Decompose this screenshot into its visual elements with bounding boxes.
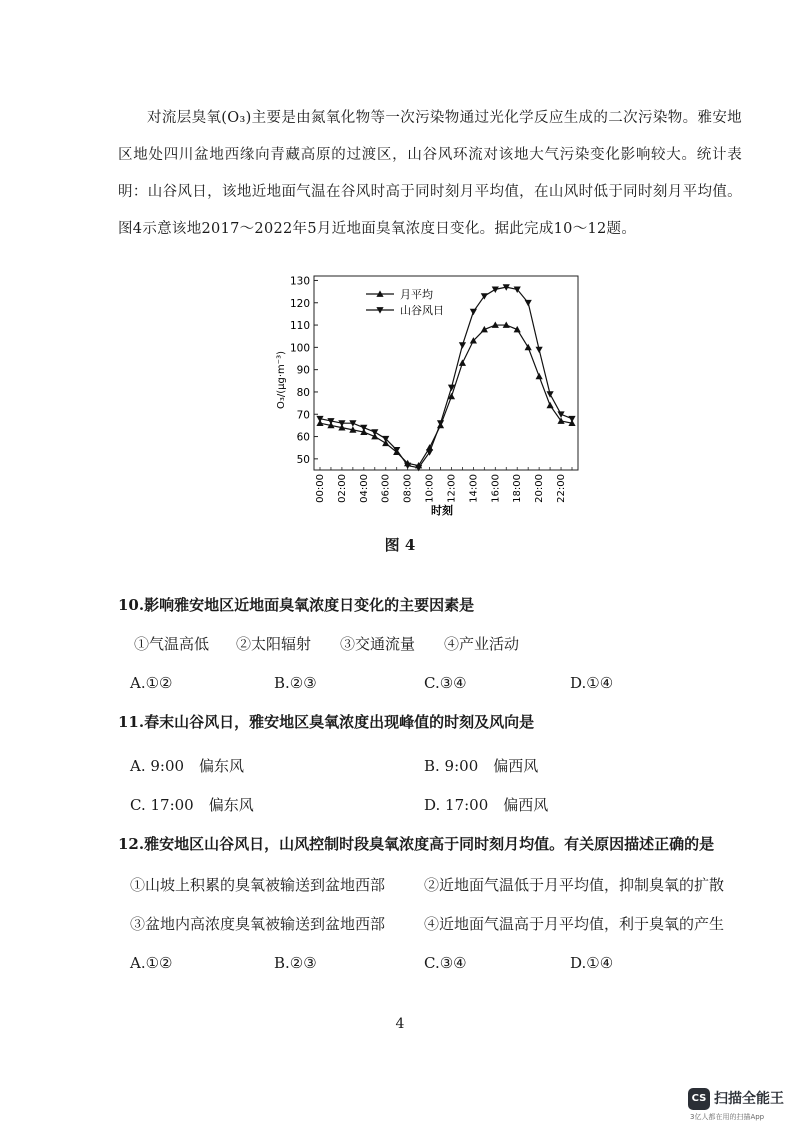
q12-option-a[interactable]: A.①② — [130, 954, 173, 972]
y-tick-label: 110 — [289, 320, 310, 333]
series-1-point — [481, 326, 488, 332]
q12-item-1: ①山坡上积累的臭氧被输送到盆地西部 — [130, 876, 386, 894]
y-tick-label: 60 — [296, 431, 310, 444]
x-tick-label: 12:00 — [446, 474, 458, 503]
q12-item-2: ②近地面气温低于月平均值，抑制臭氧的扩散 — [424, 876, 725, 894]
y-tick-label: 130 — [289, 275, 310, 288]
ozone-chart-svg — [270, 262, 600, 522]
question-12-stem: 12.雅安地区山谷风日，山风控制时段臭氧浓度高于同时刻月均值。有关原因描述正确的是 — [118, 835, 715, 853]
series-2-point — [459, 342, 466, 348]
q12-option-d[interactable]: D.①④ — [570, 954, 614, 972]
x-tick-label: 10:00 — [424, 474, 436, 503]
q11-option-c[interactable]: C. 17:00 偏东风 — [130, 796, 254, 814]
q10-item-1: ①气温高低 — [134, 635, 210, 653]
q10-option-a[interactable]: A.①② — [130, 674, 173, 692]
y-axis-label: O₃/(μg·m⁻³) — [276, 351, 287, 409]
y-tick-label: 80 — [296, 386, 310, 399]
series-line-2 — [320, 287, 572, 468]
page-number: 4 — [395, 1016, 405, 1032]
series-2-point — [568, 416, 575, 422]
q12-option-c[interactable]: C.③④ — [424, 954, 467, 972]
series-1-point — [525, 344, 532, 350]
x-axis-label: 时刻 — [431, 504, 453, 517]
series-2-point — [371, 429, 378, 435]
series-1-point — [514, 326, 521, 332]
scanner-badge-icon: CS — [688, 1088, 710, 1110]
q11-option-a[interactable]: A. 9:00 偏东风 — [130, 757, 245, 775]
y-tick-label: 90 — [296, 364, 310, 377]
q10-item-3: ③交通流量 — [340, 635, 416, 653]
x-tick-label: 04:00 — [358, 474, 370, 503]
x-tick-label: 00:00 — [315, 474, 326, 503]
q12-item-3: ③盆地内高浓度臭氧被输送到盆地西部 — [130, 915, 386, 933]
series-line-1 — [320, 325, 572, 465]
x-tick-label: 08:00 — [402, 474, 414, 503]
x-tick-label: 22:00 — [556, 474, 568, 503]
figure-caption: 图 4 — [384, 536, 416, 554]
q11-option-b[interactable]: B. 9:00 偏西风 — [424, 757, 539, 775]
q10-option-b[interactable]: B.②③ — [274, 674, 317, 692]
x-tick-label: 20:00 — [534, 474, 546, 503]
legend-label-1: 月平均 — [400, 288, 433, 301]
series-2-point — [536, 347, 543, 353]
series-2-point — [492, 286, 499, 292]
scanner-name: 扫描全能王 — [714, 1091, 784, 1107]
q11-option-d[interactable]: D. 17:00 偏西风 — [424, 796, 549, 814]
series-1-point — [546, 402, 553, 408]
q10-item-2: ②太阳辐射 — [236, 635, 312, 653]
y-tick-label: 50 — [296, 453, 310, 466]
q10-item-4: ④产业活动 — [444, 635, 520, 653]
series-1-point — [459, 359, 466, 365]
series-2-point — [360, 425, 367, 431]
series-2-point — [470, 309, 477, 315]
ozone-chart — [270, 262, 600, 522]
x-tick-label: 14:00 — [468, 474, 480, 503]
y-tick-label: 70 — [296, 409, 310, 422]
y-tick-label: 100 — [289, 342, 310, 355]
legend-label-2: 山谷风日 — [400, 304, 444, 317]
x-tick-label: 16:00 — [490, 474, 502, 503]
q12-option-b[interactable]: B.②③ — [274, 954, 317, 972]
question-10-stem: 10.影响雅安地区近地面臭氧浓度日变化的主要因素是 — [118, 596, 475, 614]
x-tick-label: 06:00 — [380, 474, 392, 503]
scanner-tagline: 3亿人都在用的扫描App — [690, 1113, 765, 1121]
y-tick-label: 120 — [289, 297, 310, 310]
question-11-stem: 11.春末山谷风日，雅安地区臭氧浓度出现峰值的时刻及风向是 — [118, 713, 535, 731]
series-2-point — [437, 420, 444, 426]
x-tick-label: 18:00 — [512, 474, 524, 503]
series-2-point — [546, 391, 553, 397]
series-1-point — [536, 373, 543, 379]
q10-option-c[interactable]: C.③④ — [424, 674, 467, 692]
scanner-logo — [688, 1084, 798, 1128]
q12-item-4: ④近地面气温高于月平均值，利于臭氧的产生 — [424, 915, 725, 933]
x-tick-label: 02:00 — [336, 474, 348, 503]
series-2-point — [525, 300, 532, 306]
intro-passage: 对流层臭氧(O₃)主要是由氮氧化物等一次污染物通过光化学反应生成的二次污染物。雅安地区地处四川盆地西缘向青藏高原的过渡区，山谷风环流对该地大气污染变化影响较大。统计表明：山谷风日，该地近地面气温在谷风时高于同时刻月平均值，在山风时低于同时刻月平均值。图4示意该地2017～2022年5月近地面臭氧浓度日变化。据此完成10～12题。 — [118, 110, 742, 237]
q10-option-d[interactable]: D.①④ — [570, 674, 614, 692]
